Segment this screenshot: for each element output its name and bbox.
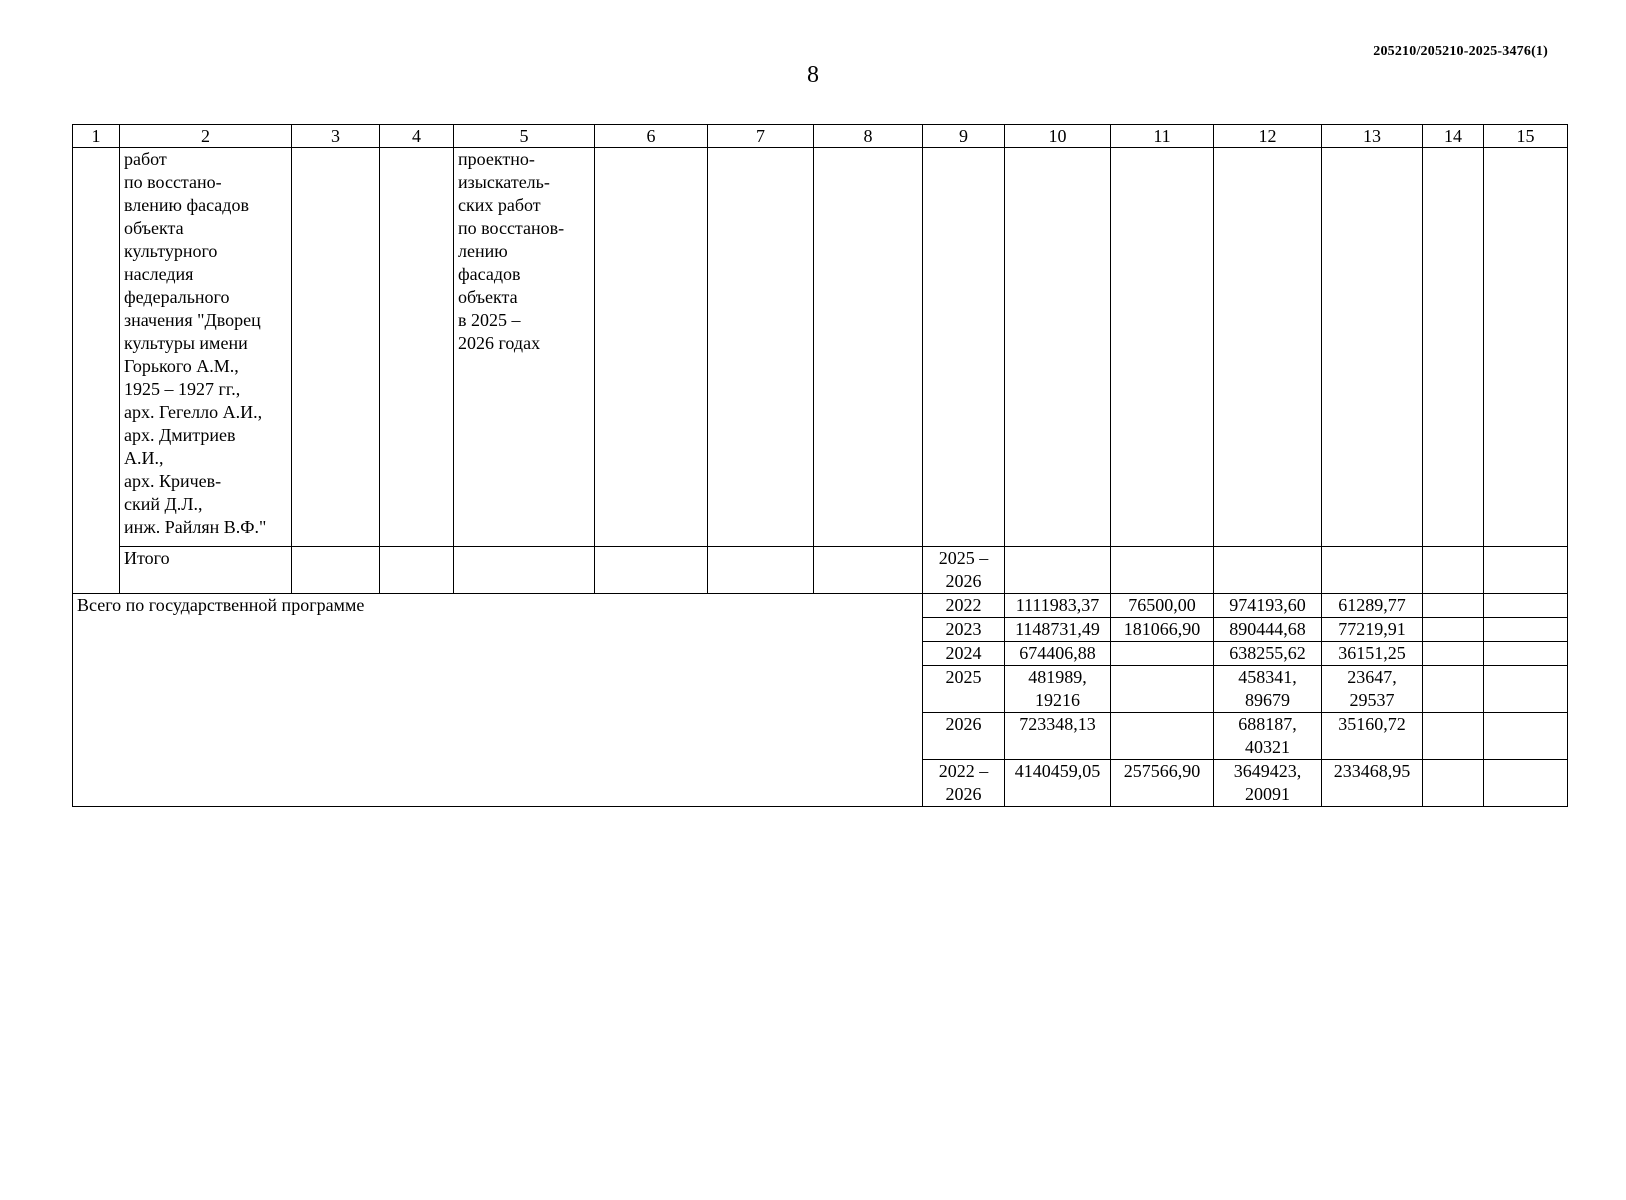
column-number: 2 <box>120 125 292 148</box>
total-col10: 674406,88 <box>1005 642 1111 666</box>
blank-cell <box>708 148 814 547</box>
total-col11: 76500,00 <box>1111 594 1214 618</box>
column-number: 15 <box>1484 125 1568 148</box>
total-col13: 233468,95 <box>1322 760 1423 807</box>
blank-cell <box>1423 666 1484 713</box>
blank-cell <box>1423 547 1484 594</box>
blank-cell <box>1484 760 1568 807</box>
object-description: работ по восстано- влению фасадов объекта культурного наследия федерального значения "Дворец культуры имени Горького А.М., 1925 – 1927 гг., арх. Гегелло А.И., арх. Дмитриев А.И., арх. Кричев- ский Д.Л., инж. Райлян В.Ф." <box>120 148 292 547</box>
blank-cell <box>1423 760 1484 807</box>
total-year: 2025 <box>923 666 1005 713</box>
blank-cell <box>1423 713 1484 760</box>
total-col10: 1111983,37 <box>1005 594 1111 618</box>
total-col12: 688187, 40321 <box>1214 713 1322 760</box>
total-col13: 61289,77 <box>1322 594 1423 618</box>
blank-cell <box>1214 148 1322 547</box>
blank-cell <box>1484 547 1568 594</box>
itogo-label: Итого <box>120 547 292 594</box>
blank-cell <box>454 547 595 594</box>
total-col11 <box>1111 713 1214 760</box>
total-label: Всего по государственной программе <box>73 594 923 807</box>
blank-cell <box>380 148 454 547</box>
blank-cell <box>1005 547 1111 594</box>
column-number: 11 <box>1111 125 1214 148</box>
itogo-row <box>73 547 1568 594</box>
column-number: 8 <box>814 125 923 148</box>
total-col12: 638255,62 <box>1214 642 1322 666</box>
column-number: 4 <box>380 125 454 148</box>
document-reference: 205210/205210-2025-3476(1) <box>1373 44 1548 59</box>
blank-cell <box>1484 642 1568 666</box>
column-number: 5 <box>454 125 595 148</box>
column-number: 7 <box>708 125 814 148</box>
blank-cell <box>292 547 380 594</box>
total-year: 2022 <box>923 594 1005 618</box>
works-description: проектно- изыскатель- ских работ по восстанов- лению фасадов объекта в 2025 – 2026 годах <box>454 148 595 547</box>
blank-cell <box>1111 148 1214 547</box>
total-col10: 723348,13 <box>1005 713 1111 760</box>
total-year: 2026 <box>923 713 1005 760</box>
blank-cell <box>708 547 814 594</box>
total-col11: 257566,90 <box>1111 760 1214 807</box>
blank-cell <box>1214 547 1322 594</box>
blank-cell <box>1423 148 1484 547</box>
blank-cell <box>1484 148 1568 547</box>
blank-cell <box>73 148 120 594</box>
total-col13: 23647, 29537 <box>1322 666 1423 713</box>
blank-cell <box>1423 618 1484 642</box>
budget-table <box>72 124 1568 807</box>
blank-cell <box>1005 148 1111 547</box>
total-year: 2023 <box>923 618 1005 642</box>
page-number: 8 <box>807 62 819 88</box>
total-col10: 481989, 19216 <box>1005 666 1111 713</box>
description-row <box>73 148 1568 547</box>
total-col10: 1148731,49 <box>1005 618 1111 642</box>
blank-cell <box>1484 666 1568 713</box>
blank-cell <box>1484 594 1568 618</box>
blank-cell <box>1484 713 1568 760</box>
total-col12: 3649423, 20091 <box>1214 760 1322 807</box>
column-number: 10 <box>1005 125 1111 148</box>
total-col12: 974193,60 <box>1214 594 1322 618</box>
column-number: 14 <box>1423 125 1484 148</box>
blank-cell <box>380 547 454 594</box>
total-col13: 77219,91 <box>1322 618 1423 642</box>
total-col11: 181066,90 <box>1111 618 1214 642</box>
total-year: 2024 <box>923 642 1005 666</box>
total-col10: 4140459,05 <box>1005 760 1111 807</box>
blank-cell <box>923 148 1005 547</box>
total-row <box>73 594 1568 618</box>
blank-cell <box>1322 148 1423 547</box>
itogo-period: 2025 – 2026 <box>923 547 1005 594</box>
total-year: 2022 – 2026 <box>923 760 1005 807</box>
column-number: 3 <box>292 125 380 148</box>
blank-cell <box>814 148 923 547</box>
blank-cell <box>1111 547 1214 594</box>
total-col11 <box>1111 642 1214 666</box>
blank-cell <box>595 148 708 547</box>
blank-cell <box>1484 618 1568 642</box>
column-number: 9 <box>923 125 1005 148</box>
column-number: 1 <box>73 125 120 148</box>
column-number: 12 <box>1214 125 1322 148</box>
total-col13: 35160,72 <box>1322 713 1423 760</box>
total-col12: 890444,68 <box>1214 618 1322 642</box>
total-col12: 458341, 89679 <box>1214 666 1322 713</box>
column-number: 6 <box>595 125 708 148</box>
total-col11 <box>1111 666 1214 713</box>
blank-cell <box>1322 547 1423 594</box>
column-number: 13 <box>1322 125 1423 148</box>
blank-cell <box>292 148 380 547</box>
blank-cell <box>1423 594 1484 618</box>
blank-cell <box>814 547 923 594</box>
blank-cell <box>595 547 708 594</box>
blank-cell <box>1423 642 1484 666</box>
total-col13: 36151,25 <box>1322 642 1423 666</box>
column-number-row <box>73 125 1568 148</box>
